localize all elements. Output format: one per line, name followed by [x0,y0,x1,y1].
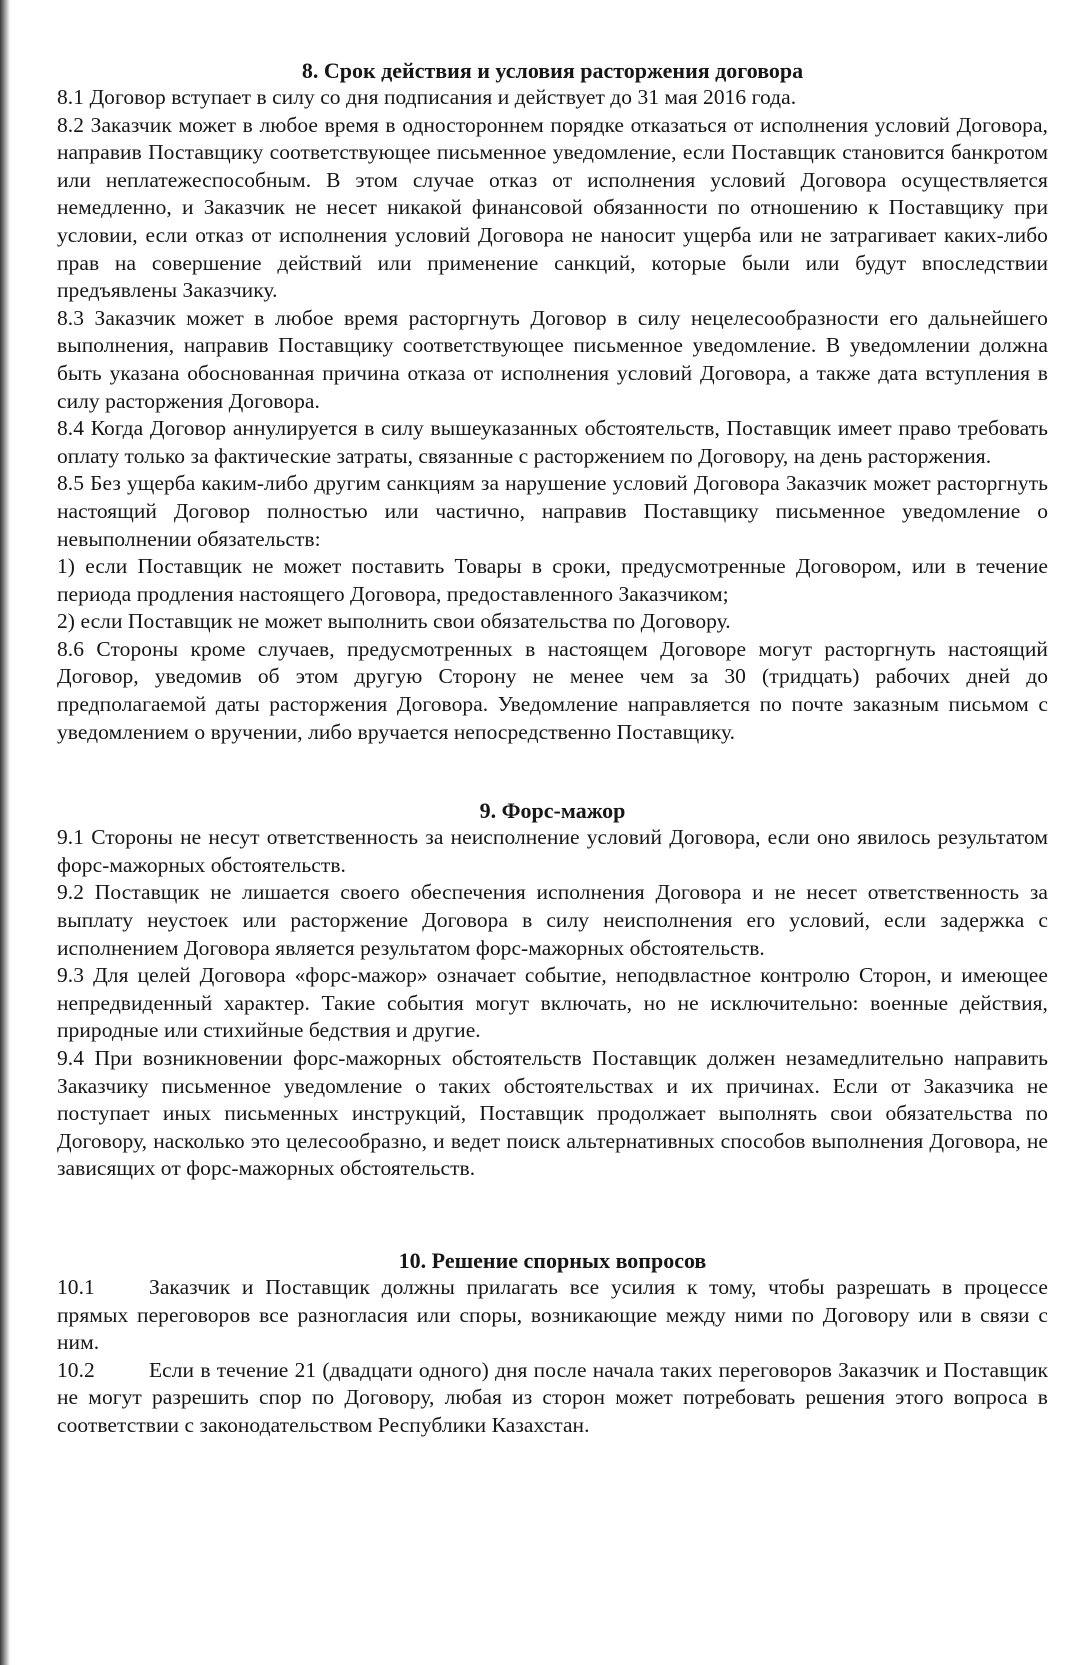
clause-text: Заказчик и Поставщик должны прилагать все усилия к тому, чтобы разрешать в процессе прямых переговоров все разногласия или споры, возникающие между ними по Договору или в связи с ним. [57,1274,1048,1355]
list-number: 2) [57,609,76,634]
clause-8-2 [57,112,1048,305]
section-9 [57,798,1048,1183]
section-8 [57,58,1048,746]
clause-text: Без ущерба каким-либо другим санкциям за нарушение условий Договора Заказчик может расторгнуть настоящий Договор полностью или частично, направив Поставщику письменное уведомление о невыполнении обязательств: [57,471,1048,551]
clause-number: 8.5 [57,471,85,496]
clause-number: 9.4 [57,1046,85,1070]
clause-text: Когда Договор аннулируется в силу вышеуказанных обстоятельств, Поставщик имеет право требовать оплату только за фактические затраты, связанные с расторжением по Договору, на день расторжения. [57,416,1048,468]
section-10-heading: 10. Решение спорных вопросов [398,1247,707,1273]
clause-9-2 [57,879,1048,962]
section-spacer [57,1183,1048,1248]
clause-number: 8.6 [57,636,85,661]
clause-text: Поставщик не лишается своего обеспечения исполнения Договора и не несет ответственность за выплату неустоек или расторжение Договора в силу неисполнения его условий, если задержка с исполнением Договора является результатом форс-мажорных обстоятельств. [57,880,1048,960]
list-number: 1) [57,554,76,579]
document-page [57,58,1048,1440]
list-text: если Поставщик не может поставить Товары в сроки, предусмотренные Договором, или в течение периода продления настоящего Договора, предоставленного Заказчиком; [57,554,1048,606]
section-8-heading: 8. Срок действия и условия расторжения договора [301,58,804,83]
clause-number: 10.1 [57,1274,95,1299]
clause-number: 9.2 [57,880,85,905]
clause-number: 8.3 [57,305,85,330]
clause-text: Для целей Договора «форс-мажор» означает событие, неподвластное контролю Сторон, и имеющее непредвиденный характер. Такие события могут включать, но не исключительно: военные действия, природные или стихийные бедствия и другие. [57,963,1048,1043]
clause-8-6 [57,636,1048,746]
clause-8-5-item-1 [57,553,1048,608]
section-10 [57,1248,1048,1440]
clause-9-3 [57,962,1048,1045]
clause-number: 9.3 [57,963,85,988]
section-9-heading: 9. Форс-мажор [479,798,626,824]
clause-8-5 [57,470,1048,553]
clause-9-1 [57,824,1048,879]
clause-8-5-item-2 [57,608,1048,636]
clause-8-4 [57,415,1048,470]
clause-number: 10.2 [57,1357,95,1382]
clause-text: Заказчик может в любое время в одностороннем порядке отказаться от исполнения условий Договора, направив Поставщику соответствующее письменное уведомление, если Поставщик становится банкротом или неплатежеспособным. В этом случае отказ от исполнения условий Договора осуществляется немедленно, и Заказчик не несет никакой финансовой обязанности по отношению к Поставщику при условии, если отказ от исполнения условий Договора не наносит ущерба или не затрагивает каких-либо прав на совершение действий или применение санкций, которые были или будут впоследствии предъявлены Заказчику. [57,112,1048,303]
clause-text: Заказчик может в любое время расторгнуть Договор в силу нецелесообразности его дальнейшего выполнения, направив Поставщику соответствующее письменное уведомление. В уведомлении должна быть указана обоснованная причина отказа от исполнения условий Договора, а также дата вступления в силу расторжения Договора. [57,305,1048,413]
clause-8-1 [57,84,1048,112]
clause-number: 8.1 [57,85,85,109]
clause-text: При возникновении форс-мажорных обстоятельств Поставщик должен незамедлительно направить Заказчику письменное уведомление о таких обстоятельствах и их причинах. Если от Заказчика не поступает иных письменных инструкций, Поставщик продолжает выполнять свои обязательства по Договору, насколько это целесообразно, и ведет поиск альтернативных способов выполнения Договора, не зависящих от форс-мажорных обстоятельств. [57,1046,1048,1181]
clause-number: 8.2 [57,112,85,137]
list-text: если Поставщик не может выполнить свои обязательства по Договору. [80,609,731,634]
clause-10-2 [57,1357,1048,1440]
section-spacer [57,746,1048,798]
clause-text: Если в течение 21 (двадцати одного) дня после начала таких переговоров Заказчик и Поставщик не могут разрешить спор по Договору, любая из сторон может потребовать решения этого вопроса в соответствии с законодательством Республики Казахстан. [57,1357,1048,1437]
clause-text: Договор вступает в силу со дня подписания и действует до 31 мая 2016 года. [89,85,797,109]
clause-text: Стороны кроме случаев, предусмотренных в настоящем Договоре могут расторгнуть настоящий Договор, уведомив об этом другую Сторону не менее чем за 30 (тридцать) рабочих дней до предполагаемой даты расторжения Договора. Уведомление направляется по почте заказным письмом с уведомлением о вручении, либо вручается непосредственно Поставщику. [57,636,1048,744]
clause-9-4 [57,1045,1048,1183]
clause-number: 9.1 [57,825,85,850]
clause-text: Стороны не несут ответственность за неисполнение условий Договора, если оно явилось результатом форс-мажорных обстоятельств. [57,825,1048,877]
clause-10-1 [57,1274,1048,1357]
clause-number: 8.4 [57,416,85,441]
scan-edge [0,0,10,1665]
clause-8-3 [57,305,1048,415]
